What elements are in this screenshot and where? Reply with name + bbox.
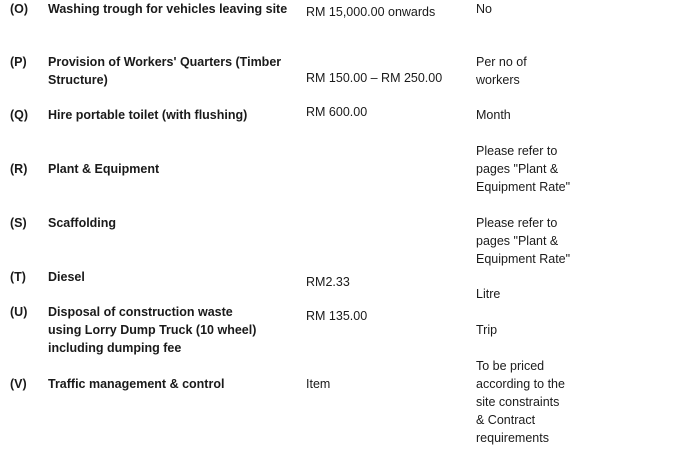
row-description: Scaffolding	[48, 216, 117, 230]
row-unit: pages "Plant &	[476, 234, 559, 248]
row-unit: requirements	[476, 431, 549, 445]
row-letter: (U)	[10, 305, 28, 319]
row-letter: (V)	[10, 377, 27, 391]
row-description: Hire portable toilet (with flushing)	[48, 108, 248, 122]
row-unit: workers	[476, 73, 520, 87]
row-unit: Please refer to	[476, 144, 558, 158]
row-description: using Lorry Dump Truck (10 wheel)	[48, 323, 257, 337]
row-unit: Equipment Rate"	[476, 252, 571, 266]
row-description: Washing trough for vehicles leaving site	[48, 2, 288, 16]
row-unit: Per no of	[476, 55, 527, 69]
row-letter: (Q)	[10, 108, 29, 122]
row-unit: according to the	[476, 377, 565, 391]
row-rate: RM 15,000.00 onwards	[306, 5, 436, 19]
row-unit: Month	[476, 108, 511, 122]
row-rate: RM 600.00	[306, 105, 368, 119]
row-unit: site constraints	[476, 395, 560, 409]
row-unit: Equipment Rate"	[476, 180, 571, 194]
row-unit: pages "Plant &	[476, 162, 559, 176]
row-unit: To be priced	[476, 359, 545, 373]
row-description: Provision of Workers' Quarters (Timber	[48, 55, 282, 69]
row-letter: (T)	[10, 270, 26, 284]
row-letter: (R)	[10, 162, 28, 176]
row-description: Traffic management & control	[48, 377, 225, 391]
row-description: Disposal of construction waste	[48, 305, 233, 319]
row-description: Diesel	[48, 270, 85, 284]
row-unit: Trip	[476, 323, 498, 337]
row-description: including dumping fee	[48, 341, 182, 355]
row-unit: & Contract	[476, 413, 536, 427]
row-rate: RM 135.00	[306, 309, 368, 323]
row-rate: Item	[306, 377, 331, 391]
row-rate: RM2.33	[306, 275, 350, 289]
row-letter: (P)	[10, 55, 27, 69]
row-unit: No	[476, 2, 492, 16]
row-description: Structure)	[48, 73, 108, 87]
row-rate: RM 150.00 – RM 250.00	[306, 71, 443, 85]
row-description: Plant & Equipment	[48, 162, 160, 176]
row-unit: Litre	[476, 287, 501, 301]
row-letter: (S)	[10, 216, 27, 230]
row-letter: (O)	[10, 2, 29, 16]
row-unit: Please refer to	[476, 216, 558, 230]
